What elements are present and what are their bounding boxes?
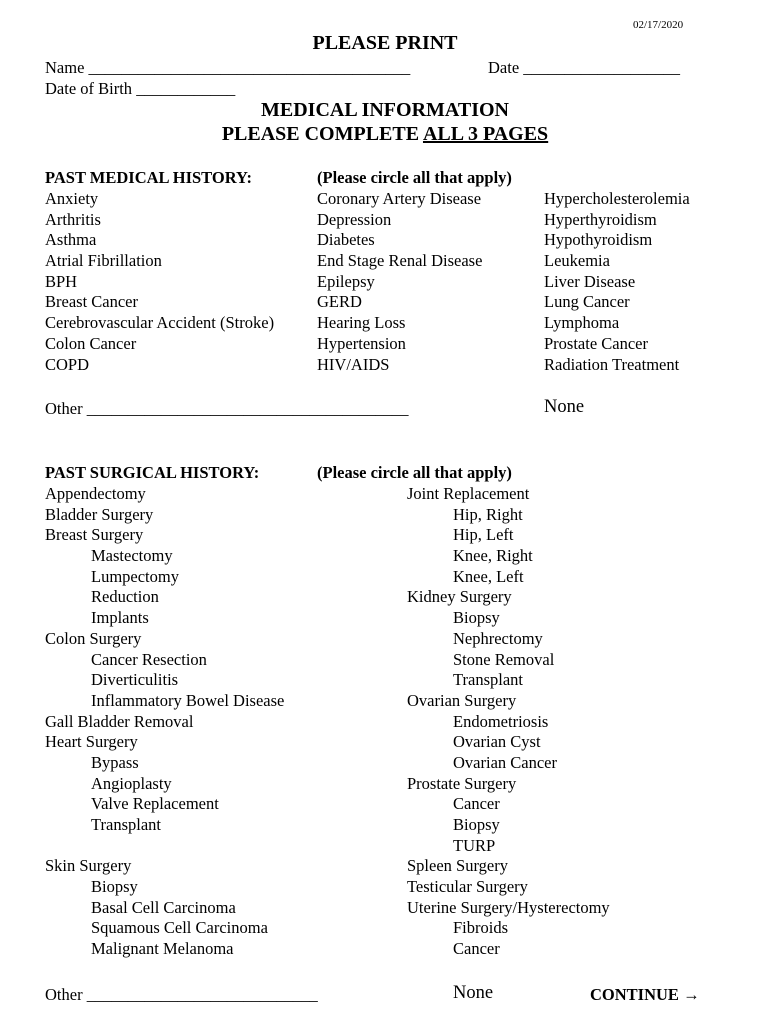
surgery-subitem[interactable]: Stone Removal (453, 649, 555, 669)
condition-item[interactable]: Colon Cancer (45, 333, 137, 353)
condition-item[interactable]: Lung Cancer (544, 292, 630, 312)
continue-label (590, 985, 700, 1006)
surgery-subitem[interactable]: Hip, Right (453, 504, 523, 524)
surgery-subitem[interactable]: Nephrectomy (453, 628, 543, 648)
surgical-none-option[interactable]: None (453, 983, 494, 1003)
surgery-item[interactable]: Prostate Surgery (407, 773, 517, 793)
surgical-history-instruction: (Please circle all that apply) (317, 463, 512, 482)
condition-item[interactable]: BPH (45, 271, 78, 291)
surgery-item[interactable]: Appendectomy (45, 484, 146, 503)
medical-other-blank[interactable]: _______________________________________ (86, 399, 409, 418)
name-blank[interactable]: _______________________________________ (88, 58, 411, 77)
surgery-item[interactable]: Kidney Surgery (407, 587, 512, 607)
surgery-subitem[interactable]: Biopsy (91, 877, 138, 897)
surgery-item[interactable]: Testicular Surgery (407, 877, 528, 897)
condition-item[interactable]: Hearing Loss (317, 313, 406, 333)
date-field[interactable] (488, 58, 680, 79)
surgery-subitem[interactable]: Ovarian Cyst (453, 732, 541, 752)
condition-item[interactable]: Leukemia (544, 251, 610, 271)
form-date-stamp: 02/17/2020 (633, 19, 684, 31)
condition-item[interactable]: Diabetes (317, 230, 375, 250)
surgery-subitem[interactable]: Diverticulitis (91, 670, 179, 690)
instruction-emphasis: ALL 3 PAGES (422, 123, 549, 145)
condition-item[interactable]: Prostate Cancer (544, 333, 649, 353)
surgery-item[interactable]: Gall Bladder Removal (45, 711, 194, 731)
medical-other-field[interactable] (45, 399, 408, 420)
dob-label: Date of Birth (45, 79, 137, 98)
medical-none-option[interactable]: None (544, 397, 585, 417)
condition-item[interactable]: Hypercholesterolemia (544, 189, 690, 208)
surgery-subitem[interactable]: Knee, Left (453, 566, 524, 586)
medical-history-heading: PAST MEDICAL HISTORY: (45, 168, 252, 187)
surgery-subitem[interactable]: Cancer Resection (91, 649, 207, 669)
surgery-item (45, 836, 284, 857)
instructions (0, 124, 770, 145)
condition-item[interactable]: Anxiety (45, 189, 99, 208)
surgery-item[interactable]: Spleen Surgery (407, 856, 508, 876)
condition-item[interactable]: Hyperthyroidism (544, 209, 657, 229)
date-label: Date (488, 58, 524, 77)
medical-history-col2 (317, 189, 482, 375)
name-field[interactable] (45, 58, 410, 79)
surgery-subitem[interactable]: Basal Cell Carcinoma (91, 897, 236, 917)
date-blank[interactable]: ___________________ (523, 58, 681, 77)
condition-item[interactable]: Liver Disease (544, 271, 636, 291)
surgery-subitem[interactable]: Angioplasty (91, 773, 172, 793)
condition-item[interactable]: Coronary Artery Disease (317, 189, 482, 208)
condition-item[interactable]: HIV/AIDS (317, 354, 390, 374)
condition-item[interactable]: Radiation Treatment (544, 354, 680, 374)
surgery-subitem[interactable]: Bypass (91, 752, 139, 772)
dob-blank[interactable]: ____________ (136, 79, 236, 98)
medical-history-col3 (544, 189, 690, 375)
condition-item[interactable]: GERD (317, 292, 362, 312)
surgical-other-blank[interactable]: ____________________________ (86, 985, 318, 1004)
surgical-other-field[interactable] (45, 985, 318, 1006)
condition-item[interactable]: Depression (317, 209, 392, 229)
surgery-subitem[interactable]: Transplant (453, 670, 523, 690)
condition-item[interactable]: Breast Cancer (45, 292, 138, 312)
arrow-right-icon: → (683, 985, 700, 1004)
surgery-item[interactable]: Heart Surgery (45, 732, 138, 752)
surgical-history-heading: PAST SURGICAL HISTORY: (45, 463, 260, 482)
surgery-subitem[interactable]: Inflammatory Bowel Disease (91, 690, 285, 710)
surgery-subitem[interactable]: Transplant (91, 815, 161, 834)
section-title: MEDICAL INFORMATION (261, 99, 509, 121)
condition-item[interactable]: Atrial Fibrillation (45, 251, 162, 271)
condition-item[interactable]: COPD (45, 354, 90, 374)
surgery-subitem[interactable]: Cancer (453, 794, 500, 814)
surgery-subitem[interactable]: Squamous Cell Carcinoma (91, 918, 268, 938)
surgery-subitem[interactable]: Knee, Right (453, 546, 533, 566)
continue-text: CONTINUE (590, 985, 679, 1004)
instruction-prefix: PLEASE COMPLETE (221, 123, 423, 145)
surgery-subitem[interactable]: Endometriosis (453, 711, 549, 731)
surgery-subitem[interactable]: Cancer (453, 939, 500, 959)
condition-item[interactable]: Hypothyroidism (544, 230, 653, 250)
surgery-subitem[interactable]: Biopsy (453, 608, 500, 628)
surgery-item[interactable]: Joint Replacement (407, 484, 530, 503)
surgery-item[interactable]: Skin Surgery (45, 856, 132, 876)
surgery-item[interactable]: Breast Surgery (45, 525, 144, 545)
dob-field[interactable] (45, 79, 235, 100)
page-title: PLEASE PRINT (312, 32, 458, 54)
surgery-item[interactable]: Colon Surgery (45, 628, 142, 648)
surgery-item[interactable]: Uterine Surgery/Hysterectomy (407, 897, 610, 917)
surgical-history-left-list (45, 484, 284, 960)
condition-item[interactable]: Epilepsy (317, 271, 375, 291)
surgery-subitem[interactable]: Implants (91, 608, 149, 628)
surgery-subitem[interactable]: Reduction (91, 587, 159, 607)
condition-item[interactable]: Lymphoma (544, 313, 620, 333)
medical-history-col1 (45, 189, 274, 375)
condition-item[interactable]: Arthritis (45, 209, 101, 229)
medical-other-label: Other (45, 399, 87, 418)
surgery-subitem[interactable]: Hip, Left (453, 525, 514, 545)
surgical-history-right-list (407, 484, 610, 960)
surgery-subitem[interactable]: Lumpectomy (91, 566, 179, 586)
condition-item[interactable]: End Stage Renal Disease (317, 251, 483, 271)
surgery-subitem[interactable]: Malignant Melanoma (91, 939, 234, 959)
condition-item[interactable]: Hypertension (317, 333, 406, 353)
surgery-subitem[interactable]: Valve Replacement (91, 794, 219, 814)
medical-history-instruction: (Please circle all that apply) (317, 168, 512, 187)
surgery-subitem[interactable]: TURP (453, 835, 496, 855)
surgery-item[interactable]: Bladder Surgery (45, 504, 154, 524)
surgery-subitem[interactable]: Mastectomy (91, 546, 173, 566)
surgery-item[interactable]: Ovarian Surgery (407, 690, 517, 710)
surgery-subitem[interactable]: Ovarian Cancer (453, 752, 557, 772)
condition-item[interactable]: Asthma (45, 230, 97, 250)
name-label: Name (45, 58, 89, 77)
condition-item[interactable]: Cerebrovascular Accident (Stroke) (45, 313, 275, 333)
surgery-subitem[interactable]: Fibroids (453, 918, 509, 938)
surgical-other-label: Other (45, 985, 87, 1004)
surgery-subitem[interactable]: Biopsy (453, 815, 500, 834)
